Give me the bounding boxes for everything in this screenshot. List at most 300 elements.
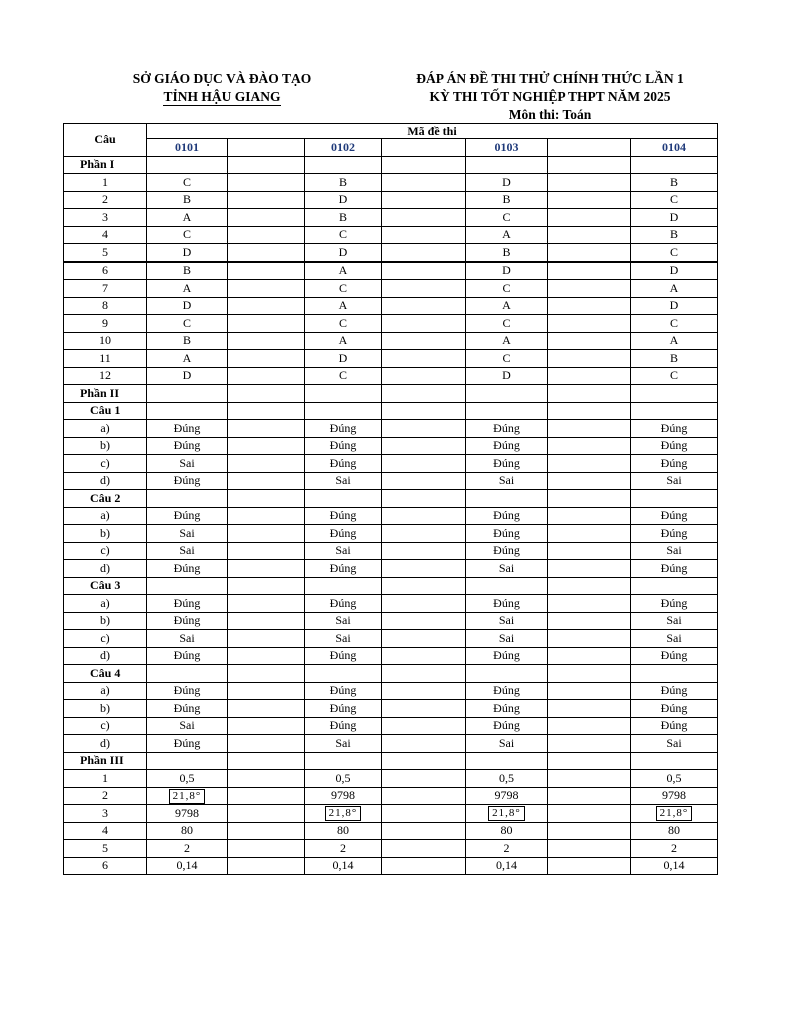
answer-cell: A — [305, 297, 382, 315]
gap-cell — [228, 367, 305, 385]
row-label: 6 — [64, 857, 147, 875]
answer-cell: 0,14 — [466, 857, 548, 875]
answer-cell: Sai — [466, 735, 548, 753]
row-label: Phần I — [64, 156, 147, 174]
gap-cell — [382, 332, 466, 350]
answer-cell: A — [466, 297, 548, 315]
row-label: 2 — [64, 191, 147, 209]
answer-cell: Đúng — [147, 507, 228, 525]
answer-cell — [305, 577, 382, 595]
gap-cell — [548, 630, 631, 648]
row-label: 7 — [64, 280, 147, 298]
answer-cell: A — [631, 280, 718, 298]
answer-cell: Đúng — [631, 717, 718, 735]
answer-cell: D — [631, 297, 718, 315]
answer-cell — [305, 490, 382, 508]
row-label: a) — [64, 507, 147, 525]
answer-cell: Đúng — [631, 437, 718, 455]
gap-cell — [382, 490, 466, 508]
answer-cell: B — [466, 244, 548, 262]
gap-cell — [548, 315, 631, 333]
gap-cell — [382, 735, 466, 753]
answer-cell: 0,14 — [305, 857, 382, 875]
answer-cell: A — [305, 332, 382, 350]
answer-cell: 0,5 — [631, 770, 718, 788]
gap-cell — [228, 472, 305, 490]
gap-cell — [228, 735, 305, 753]
answer-cell: C — [147, 315, 228, 333]
gap-cell — [228, 805, 305, 823]
gap-cell — [382, 787, 466, 805]
answer-cell: C — [466, 315, 548, 333]
gap-cell — [228, 226, 305, 244]
gap-cell — [548, 191, 631, 209]
gap-cell — [548, 437, 631, 455]
answer-cell: D — [147, 367, 228, 385]
boxed-answer: 21,8° — [169, 789, 206, 804]
gap-cell — [382, 752, 466, 770]
table-row — [64, 507, 718, 525]
answer-cell: Đúng — [305, 700, 382, 718]
gap-cell — [382, 560, 466, 578]
answer-cell: D — [466, 174, 548, 192]
gap-cell — [228, 770, 305, 788]
gap-cell — [382, 840, 466, 858]
row-label: 10 — [64, 332, 147, 350]
answer-cell: 2 — [466, 840, 548, 858]
answer-cell: A — [147, 209, 228, 227]
answer-cell: D — [466, 262, 548, 280]
answer-cell: Sai — [147, 525, 228, 543]
gap-cell — [548, 174, 631, 192]
answer-cell: D — [147, 297, 228, 315]
table-row — [64, 840, 718, 858]
row-label: 6 — [64, 262, 147, 280]
boxed-answer: 21,8° — [488, 806, 525, 821]
answer-cell: Sai — [466, 560, 548, 578]
gap-cell — [228, 455, 305, 473]
gap-cell — [228, 174, 305, 192]
gap-cell — [548, 367, 631, 385]
answer-cell: 0,5 — [466, 770, 548, 788]
gap-cell — [228, 857, 305, 875]
answer-cell — [631, 402, 718, 420]
gap-cell — [228, 297, 305, 315]
gap-cell — [382, 472, 466, 490]
row-label: 1 — [64, 770, 147, 788]
gap-cell — [382, 280, 466, 298]
answer-cell — [631, 752, 718, 770]
answer-cell: Đúng — [466, 595, 548, 613]
row-label: b) — [64, 437, 147, 455]
row-label: 12 — [64, 367, 147, 385]
gap-cell — [548, 490, 631, 508]
gap-cell — [382, 857, 466, 875]
gap-cell — [382, 420, 466, 438]
answer-cell: D — [466, 367, 548, 385]
answer-cell: C — [466, 350, 548, 368]
table-row — [64, 437, 718, 455]
gap-cell — [382, 226, 466, 244]
table-row — [64, 630, 718, 648]
gap-cell — [228, 156, 305, 174]
answer-cell — [147, 577, 228, 595]
gap-cell — [548, 612, 631, 630]
answer-cell — [147, 402, 228, 420]
answer-cell — [147, 787, 228, 805]
gap-cell — [382, 437, 466, 455]
answer-cell: 0,14 — [631, 857, 718, 875]
gap-cell — [382, 315, 466, 333]
answer-cell: 0,5 — [147, 770, 228, 788]
row-label: Phần III — [64, 752, 147, 770]
gap-cell — [382, 630, 466, 648]
answer-cell: Đúng — [466, 700, 548, 718]
gap-cell — [228, 577, 305, 595]
gap-cell — [382, 682, 466, 700]
sub-question-row — [64, 402, 718, 420]
row-label: c) — [64, 542, 147, 560]
answer-cell — [466, 402, 548, 420]
answer-cell: Đúng — [147, 437, 228, 455]
answer-cell: Đúng — [631, 647, 718, 665]
gap-cell — [228, 332, 305, 350]
answer-cell: Sai — [305, 612, 382, 630]
answer-cell: Đúng — [631, 560, 718, 578]
answer-cell: Sai — [305, 542, 382, 560]
answer-cell: Đúng — [305, 560, 382, 578]
answer-cell — [305, 156, 382, 174]
table-row — [64, 332, 718, 350]
answer-cell: A — [147, 350, 228, 368]
answer-cell — [466, 665, 548, 683]
table-row — [64, 191, 718, 209]
row-label: 3 — [64, 209, 147, 227]
table-row — [64, 297, 718, 315]
answer-cell: Đúng — [147, 735, 228, 753]
answer-cell — [147, 385, 228, 403]
row-label: 1 — [64, 174, 147, 192]
table-row — [64, 472, 718, 490]
gap-cell — [548, 682, 631, 700]
gap-cell — [382, 717, 466, 735]
answer-cell: Đúng — [631, 700, 718, 718]
answer-cell: Sai — [466, 630, 548, 648]
gap-cell — [228, 840, 305, 858]
gap-cell — [548, 139, 631, 157]
answer-cell: Sai — [305, 472, 382, 490]
answer-cell: Đúng — [466, 647, 548, 665]
answer-cell: D — [147, 244, 228, 262]
table-row — [64, 612, 718, 630]
table-row — [64, 455, 718, 473]
answer-cell: 2 — [631, 840, 718, 858]
answer-cell: A — [305, 262, 382, 280]
answer-cell: A — [147, 280, 228, 298]
answer-cell — [466, 752, 548, 770]
section-row — [64, 385, 718, 403]
answer-cell — [631, 577, 718, 595]
table-row — [64, 857, 718, 875]
answer-cell: Sai — [147, 542, 228, 560]
gap-cell — [382, 385, 466, 403]
gap-cell — [548, 647, 631, 665]
answer-cell: Đúng — [631, 420, 718, 438]
table-row — [64, 595, 718, 613]
answer-cell: Đúng — [305, 647, 382, 665]
row-label: Câu 2 — [64, 490, 147, 508]
answer-cell: C — [466, 280, 548, 298]
answer-cell: D — [305, 350, 382, 368]
answer-cell: 9798 — [631, 787, 718, 805]
answer-cell — [466, 156, 548, 174]
answer-cell: Sai — [305, 735, 382, 753]
gap-cell — [228, 542, 305, 560]
sub-question-row — [64, 577, 718, 595]
gap-cell — [228, 560, 305, 578]
boxed-answer: 21,8° — [325, 806, 362, 821]
gap-cell — [382, 209, 466, 227]
row-label: Phần II — [64, 385, 147, 403]
gap-cell — [228, 209, 305, 227]
table-row — [64, 420, 718, 438]
answer-cell — [147, 156, 228, 174]
row-label: a) — [64, 682, 147, 700]
answer-cell: 2 — [305, 840, 382, 858]
answer-cell — [631, 156, 718, 174]
gap-cell — [548, 262, 631, 280]
row-label: 3 — [64, 805, 147, 823]
exam-name: KỲ THI TỐT NGHIỆP THPT NĂM 2025 — [429, 89, 671, 104]
gap-cell — [228, 262, 305, 280]
answer-cell: C — [305, 367, 382, 385]
answer-cell — [305, 805, 382, 823]
table-row — [64, 315, 718, 333]
gap-cell — [382, 822, 466, 840]
row-label: b) — [64, 525, 147, 543]
answer-cell: Đúng — [305, 507, 382, 525]
answer-cell: Đúng — [305, 455, 382, 473]
answer-cell — [466, 490, 548, 508]
gap-cell — [228, 665, 305, 683]
header-row-1 — [64, 124, 718, 139]
answer-cell: A — [466, 332, 548, 350]
table-row — [64, 700, 718, 718]
answer-cell — [147, 665, 228, 683]
gap-cell — [548, 244, 631, 262]
table-row — [64, 770, 718, 788]
gap-cell — [228, 350, 305, 368]
answer-cell: Sai — [147, 630, 228, 648]
gap-cell — [548, 857, 631, 875]
answer-cell: D — [631, 209, 718, 227]
gap-cell — [548, 507, 631, 525]
answer-cell — [305, 402, 382, 420]
gap-cell — [548, 595, 631, 613]
gap-cell — [382, 542, 466, 560]
answer-cell: Sai — [466, 472, 548, 490]
answer-cell: Sai — [631, 735, 718, 753]
answer-cell: Đúng — [466, 525, 548, 543]
gap-cell — [228, 822, 305, 840]
gap-cell — [382, 647, 466, 665]
table-row — [64, 560, 718, 578]
answer-cell — [631, 385, 718, 403]
table-row — [64, 542, 718, 560]
gap-cell — [548, 280, 631, 298]
row-label: a) — [64, 595, 147, 613]
gap-cell — [382, 297, 466, 315]
code-0101: 0101 — [147, 139, 228, 157]
row-label: a) — [64, 420, 147, 438]
answer-cell: Đúng — [147, 700, 228, 718]
subject-label: Môn thi: Toán — [508, 107, 592, 122]
row-label: d) — [64, 472, 147, 490]
gap-cell — [548, 560, 631, 578]
answer-cell: B — [466, 191, 548, 209]
row-label: b) — [64, 700, 147, 718]
answer-cell: 9798 — [466, 787, 548, 805]
answer-cell: Đúng — [305, 595, 382, 613]
answer-cell: B — [631, 174, 718, 192]
answer-cell — [305, 752, 382, 770]
answer-key-table — [63, 123, 718, 875]
province-name — [108, 89, 336, 105]
answer-cell: D — [631, 262, 718, 280]
answer-cell: C — [305, 315, 382, 333]
answer-cell: 80 — [147, 822, 228, 840]
answer-cell: Đúng — [305, 420, 382, 438]
gap-cell — [382, 262, 466, 280]
gap-cell — [548, 525, 631, 543]
gap-cell — [382, 174, 466, 192]
table-row — [64, 717, 718, 735]
table-row — [64, 209, 718, 227]
answer-cell: Đúng — [466, 507, 548, 525]
gap-cell — [548, 665, 631, 683]
answer-cell: Đúng — [305, 525, 382, 543]
gap-cell — [382, 665, 466, 683]
row-label: 8 — [64, 297, 147, 315]
gap-cell — [228, 402, 305, 420]
row-label: 2 — [64, 787, 147, 805]
gap-cell — [548, 735, 631, 753]
gap-cell — [382, 367, 466, 385]
gap-cell — [548, 350, 631, 368]
answer-cell — [466, 805, 548, 823]
gap-cell — [382, 350, 466, 368]
answer-cell: A — [466, 226, 548, 244]
table-row — [64, 805, 718, 823]
answer-cell: Sai — [631, 472, 718, 490]
sub-question-row — [64, 665, 718, 683]
answer-cell: Đúng — [466, 455, 548, 473]
answer-cell: Đúng — [466, 682, 548, 700]
table-row — [64, 822, 718, 840]
section-row — [64, 156, 718, 174]
answer-cell: C — [305, 226, 382, 244]
gap-cell — [228, 244, 305, 262]
answer-cell: Sai — [631, 612, 718, 630]
answer-cell: D — [305, 244, 382, 262]
col-header-cau: Câu — [64, 124, 147, 157]
answer-cell: B — [631, 226, 718, 244]
table-row — [64, 735, 718, 753]
row-label: c) — [64, 455, 147, 473]
answer-cell: Sai — [305, 630, 382, 648]
answer-cell: Đúng — [147, 612, 228, 630]
answer-cell: B — [147, 262, 228, 280]
answer-cell — [631, 490, 718, 508]
document-title: ĐÁP ÁN ĐỀ THI THỬ CHÍNH THỨC LẦN 1 — [416, 71, 684, 86]
answer-cell: C — [147, 226, 228, 244]
row-label: d) — [64, 735, 147, 753]
answer-cell: Đúng — [631, 507, 718, 525]
answer-cell: B — [305, 209, 382, 227]
gap-cell — [548, 297, 631, 315]
gap-cell — [228, 437, 305, 455]
row-label: 5 — [64, 840, 147, 858]
gap-cell — [228, 280, 305, 298]
table-row — [64, 350, 718, 368]
gap-cell — [548, 420, 631, 438]
answer-cell: Đúng — [631, 525, 718, 543]
gap-cell — [382, 595, 466, 613]
section-row — [64, 752, 718, 770]
gap-cell — [548, 840, 631, 858]
gap-cell — [548, 209, 631, 227]
boxed-answer: 21,8° — [656, 806, 693, 821]
header-row-2 — [64, 139, 718, 157]
table-row — [64, 787, 718, 805]
answer-cell: Đúng — [147, 647, 228, 665]
row-label: Câu 1 — [64, 402, 147, 420]
answer-cell: 9798 — [305, 787, 382, 805]
gap-cell — [548, 402, 631, 420]
answer-cell — [147, 752, 228, 770]
table-row — [64, 647, 718, 665]
gap-cell — [382, 507, 466, 525]
answer-cell — [305, 385, 382, 403]
gap-cell — [228, 595, 305, 613]
col-header-ma-de: Mã đề thi — [147, 124, 718, 139]
row-label: c) — [64, 717, 147, 735]
row-label: 5 — [64, 244, 147, 262]
answer-cell: Đúng — [466, 420, 548, 438]
answer-cell: 80 — [305, 822, 382, 840]
row-label: c) — [64, 630, 147, 648]
answer-cell: C — [631, 191, 718, 209]
gap-cell — [228, 139, 305, 157]
gap-cell — [548, 542, 631, 560]
answer-cell — [466, 385, 548, 403]
answer-cell: Đúng — [466, 542, 548, 560]
table-row — [64, 367, 718, 385]
answer-cell: D — [305, 191, 382, 209]
row-label: 4 — [64, 822, 147, 840]
gap-cell — [228, 647, 305, 665]
gap-cell — [548, 156, 631, 174]
gap-cell — [382, 700, 466, 718]
row-label: d) — [64, 560, 147, 578]
answer-cell: 0,14 — [147, 857, 228, 875]
row-label: b) — [64, 612, 147, 630]
answer-cell: C — [631, 315, 718, 333]
answer-cell — [631, 665, 718, 683]
gap-cell — [548, 455, 631, 473]
gap-cell — [228, 752, 305, 770]
gap-cell — [228, 700, 305, 718]
